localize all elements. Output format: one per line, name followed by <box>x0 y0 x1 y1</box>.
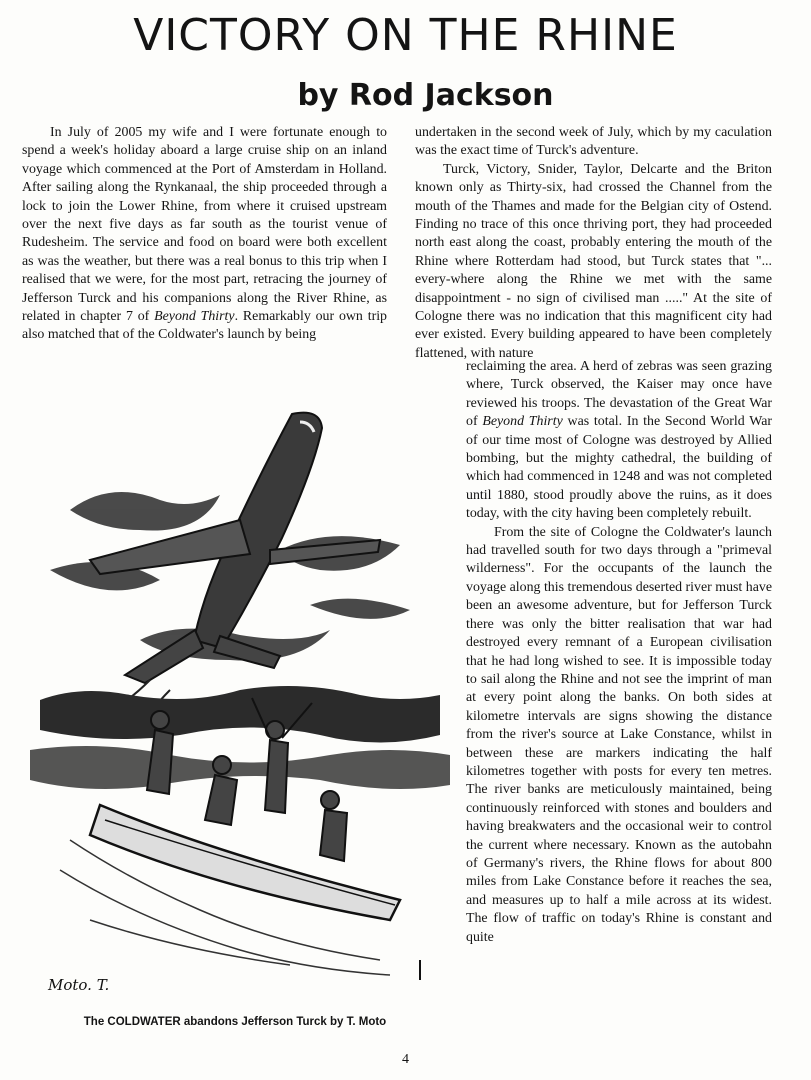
byline: by Rod Jackson <box>297 78 554 113</box>
paragraph-turck-journey: Turck, Victory, Snider, Taylor, Delcarte and the Briton known only as Thirty-six, had crossed the Channel from the mouth of the Thames and made for the Belgian city of Ostend. Finding no trace of this once thriving port, they had proceeded north east along the coast, probably entering the mouth of the Rhine where Rotterdam had stood, but Turck states that "... every-where along the Rhine we met with the same disappointment - no sign of civilised man ....." At the site of Cologne there was no indication that this magnificent city had ever existed. Every building appeared to have been completely flattened, with nature <box>415 161 772 361</box>
illustration <box>30 400 450 1000</box>
article-title: VICTORY ON THE RHINE <box>133 10 678 61</box>
paragraph-intro: In July of 2005 my wife and I were fortunate enough to spend a week's holiday aboard a large cruise ship on an inland voyage which commenced at the Port of Amsterdam in Holland. After sailing along the Rynkanaal, the ship proceeded through a lock to join the Lower Rhine, from where it cruised upstream over the next five days as far south as the tourist venue of Rudesheim. The service and food on board were both excellent as was the weather, but there was a real bonus to this trip when I realised that we were, for the most part, retracing the journey of Jefferson Turck and his companions along the River Rhine, as related in chapter 7 of Beyond Thirty. Remarkably our own trip also matched that of the Coldwater's launch by being <box>22 125 387 343</box>
paragraph-continued: undertaken in the second week of July, which by my caculation was the exact time of Turck's adventure. <box>415 125 772 159</box>
book-title: Beyond Thirty <box>154 309 235 325</box>
artist-signature: Moto. T. <box>48 976 110 994</box>
figure-caption: The COLDWATER abandons Jefferson Turck by T. Moto <box>83 1016 387 1028</box>
aircraft-and-boat-drawing <box>30 400 450 1000</box>
left-column <box>22 124 387 345</box>
page-number: 4 <box>402 1052 409 1067</box>
book-title: Beyond Thirty <box>482 414 563 430</box>
paragraph-cologne: reclaiming the area. A herd of zebras was seen grazing where, Turck observed, the Kaiser may once have reviewed his troops. The devastation of the Great War of Beyond Thirty was total. In the Second World War of our time most of Cologne was destroyed by Allied bombing, but the mighty cathedral, the building of which had commenced in 1248 and was not completed until 1880, stood proudly above the ruins, as it does today, with the city having been completely rebuilt. <box>466 359 772 522</box>
right-column-narrow <box>466 358 772 947</box>
paragraph-wilderness: From the site of Cologne the Coldwater's launch had travelled south for two days through a "primeval wilderness". For the occupants of the launch the voyage along this tremendous deserted river must have been an awesome adventure, but for Jefferson Turck there was only the bitter realisation that war had destroyed every remnant of a European civilisation that he had long wished to see. It is impossible today to sail along the Rhine and not see the imprint of man at every point along the banks. On both sides at kilometre intervals are signs showing the distance from the river's source at Lake Constance, whilst in between these are markers indicating the half kilometres together with posts for every ten metres. The river banks are meticulously maintained, being continuously reinforced with stones and boulders and having breakwaters and the occasional weir to control the current where necessary. Known as the autobahn of Germany's rivers, the Rhine flows for about 800 miles from Lake Constance before it reaches the sea, and measures up to half a mile across at its widest. The flow of traffic on today's Rhine is constant and quite <box>466 524 772 945</box>
right-column-top <box>415 124 772 363</box>
